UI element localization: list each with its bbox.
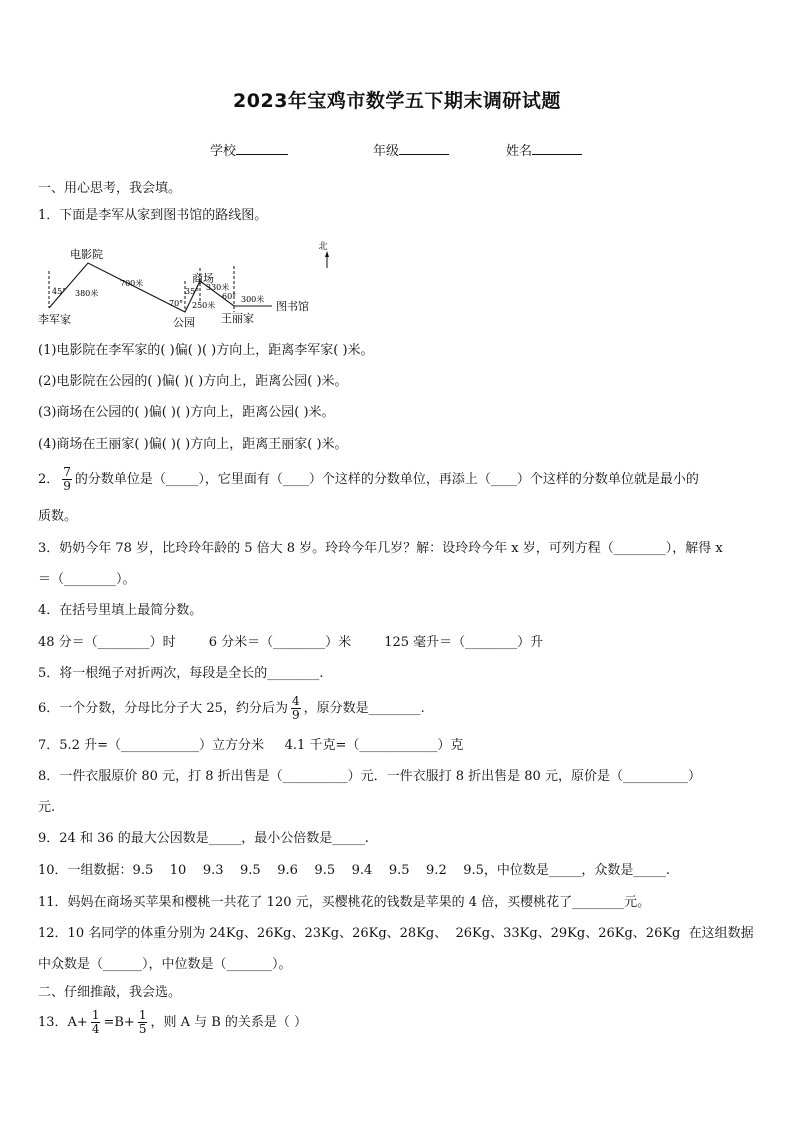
label-lijun-home: 李军家 <box>38 313 71 326</box>
question-9: 9．24 和 36 的最大公因数是_____，最小公倍数是_____. <box>38 831 369 846</box>
north-label: 北 <box>318 242 328 252</box>
q13-prefix: 13．A+ <box>38 1015 88 1030</box>
section-heading: 一、用心思考，我会填。 <box>38 181 182 196</box>
name-label: 姓名 <box>506 144 533 159</box>
question-11: 11．妈妈在商场买苹果和樱桃一共花了 120 元，买樱桃花的钱数是苹果的 4 倍，买樱桃花了________元。 <box>38 895 651 910</box>
question-10: 10．一组数据：9.5 10 9.3 9.5 9.6 9.5 9.4 9.5 9.2 9.5，中位数是_____，众数是_____. <box>38 863 671 878</box>
route-map <box>36 236 336 332</box>
question-1-part-1: (1)电影院在李军家的( )偏( )( )方向上，距离李军家( )米。 <box>38 343 374 358</box>
question-1-part-3: (3)商场在公园的( )偏( )( )方向上，距离公园( )米。 <box>38 405 335 420</box>
label-mall: 商场 <box>192 272 214 285</box>
angle-35: 35° <box>185 287 200 296</box>
question-4: 4．在括号里填上最简分数。 <box>38 603 203 618</box>
fraction-4-9 <box>291 695 301 722</box>
question-4-line-2: 48 分＝（________）时 6 分米＝（________）米 125 毫升＝（________）升 <box>38 635 544 650</box>
q6-prefix: 6．一个分数，分母比分子大 25，约分后为 <box>38 701 288 716</box>
school-label: 学校 <box>210 144 237 159</box>
question-12: 12．10 名同学的体重分别为 24Kg、26Kg、23Kg、26Kg、28Kg、 26Kg、33Kg、29Kg、26Kg、26Kg 在这组数据 <box>38 926 754 941</box>
q13-suffix: ，则 A 与 B 的关系是（ ） <box>150 1015 308 1030</box>
grade-label: 年级 <box>373 144 400 159</box>
q2-text: 的分数单位是（_____），它里面有（____）个这样的分数单位，再添上（____）个这样的分数单位就是最小的 <box>74 472 699 487</box>
fraction-denominator: 5 <box>138 1022 147 1036</box>
question-1-part-2: (2)电影院在公园的( )偏( )( )方向上，距离公园( )米。 <box>38 374 348 389</box>
question-12-line-2: 中众数是（______），中位数是（_______）。 <box>38 957 292 972</box>
fraction-denominator: 4 <box>91 1022 100 1036</box>
distance-300: 300米 <box>241 295 265 304</box>
fraction-numerator: 1 <box>138 1008 147 1022</box>
question-7: 7．5.2 升=（____________）立方分米 4.1 千克=（____________）克 <box>38 738 464 753</box>
fraction-7-9 <box>62 466 72 493</box>
grade-field <box>373 140 449 159</box>
section-heading-2: 二、仔细推敲，我会选。 <box>38 985 182 1000</box>
fraction-numerator: 4 <box>291 694 300 708</box>
angle-70: 70° <box>169 299 184 308</box>
label-cinema: 电影院 <box>70 248 103 261</box>
distance-700: 700米 <box>120 279 144 288</box>
question-1-part-4: (4)商场在王丽家( )偏( )( )方向上，距离王丽家( )米。 <box>38 437 348 452</box>
page-title: 2023年宝鸡市数学五下期末调研试题 <box>233 90 561 112</box>
distance-330: 330米 <box>206 283 230 292</box>
label-wangli-home: 王丽家 <box>221 312 254 325</box>
fraction-numerator: 7 <box>63 465 71 479</box>
question-5: 5．将一根绳子对折两次，每段是全长的________. <box>38 666 324 681</box>
fraction-denominator: 9 <box>291 708 300 722</box>
question-2 <box>38 465 699 495</box>
distance-250: 250米 <box>192 301 216 310</box>
distance-380: 380米 <box>75 289 99 298</box>
label-park: 公园 <box>173 316 195 329</box>
fraction-denominator: 9 <box>63 479 71 493</box>
question-2-line-2: 质数。 <box>38 509 78 524</box>
q6-suffix: ，原分数是________. <box>303 701 425 716</box>
question-3: 3．奶奶今年 78 岁，比玲玲年龄的 5 倍大 8 岁。玲玲今年几岁？解：设玲玲今年 x 岁，可列方程（________），解得 x <box>38 541 723 556</box>
question-1: 1．下面是李军从家到图书馆的路线图。 <box>38 208 268 223</box>
question-3-line-2: ＝（________）。 <box>38 572 136 587</box>
name-field <box>506 140 582 159</box>
question-6 <box>38 694 425 724</box>
question-8-line-2: 元. <box>38 800 56 815</box>
name-blank <box>532 142 582 155</box>
q13-mid: =B+ <box>103 1015 135 1030</box>
question-13 <box>38 1007 307 1039</box>
route-line <box>49 263 272 312</box>
grade-blank <box>399 142 449 155</box>
fraction-1-4 <box>91 1009 101 1036</box>
label-library: 图书馆 <box>276 300 309 313</box>
q2-prefix: 2． <box>38 472 60 487</box>
question-8: 8．一件衣服原价 80 元，打 8 折出售是（__________）元．一件衣服打 8 折出售是 80 元，原价是（__________） <box>38 769 701 784</box>
school-field <box>210 140 288 159</box>
school-blank <box>236 142 288 155</box>
angle-60: 60° <box>222 292 237 301</box>
fraction-numerator: 1 <box>91 1008 100 1022</box>
fraction-1-5 <box>138 1009 148 1036</box>
angle-45: 45° <box>52 287 67 296</box>
